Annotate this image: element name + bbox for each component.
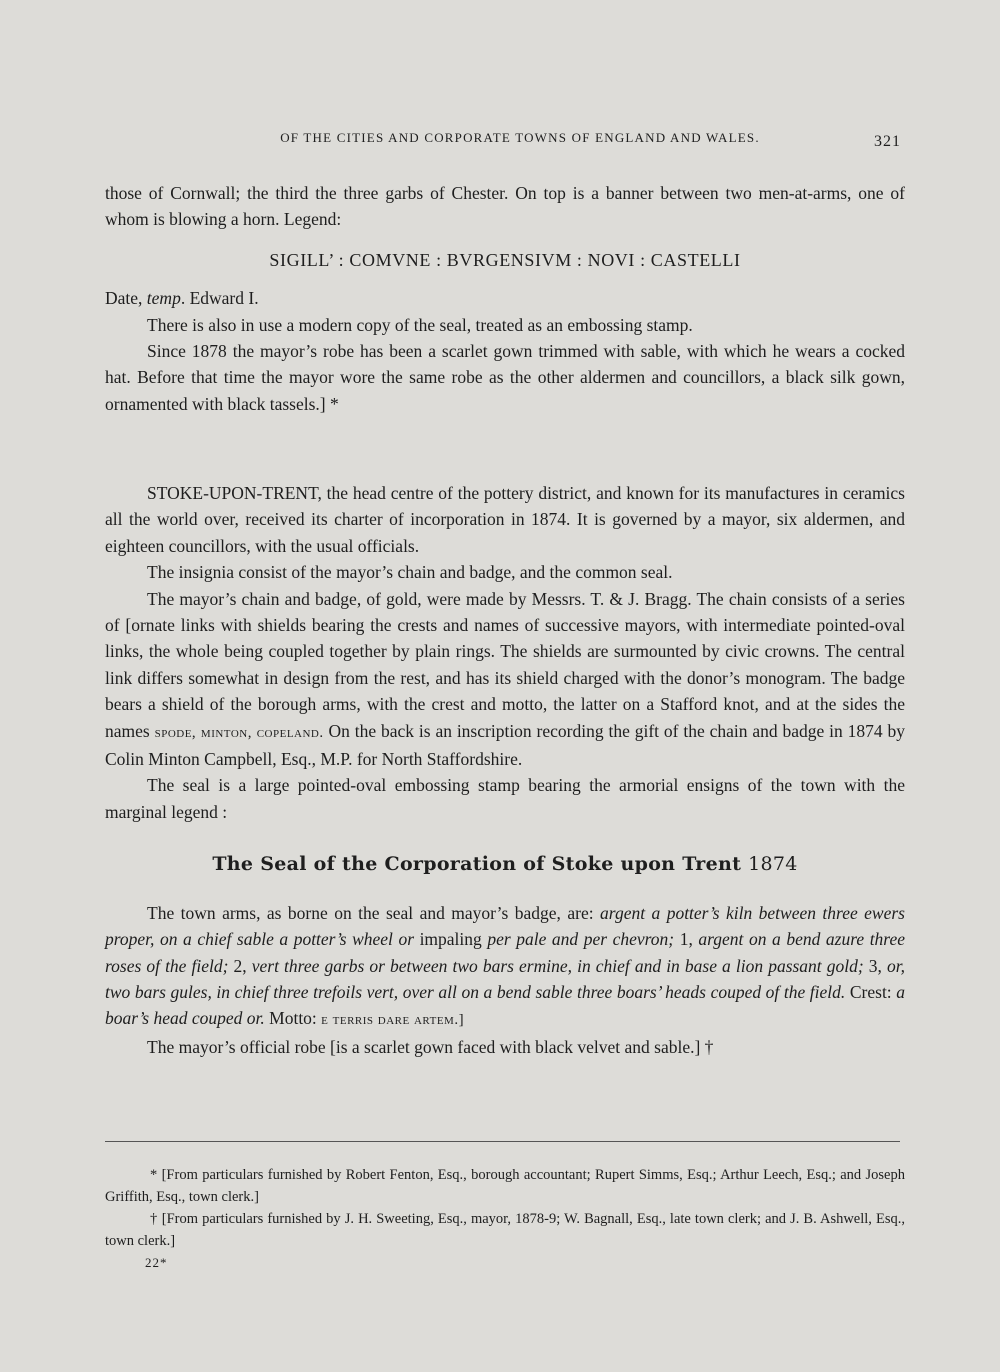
stoke-arms-paragraph: The town arms, as borne on the seal and mayor’s badge, are: argent a potter’s kiln between three ewers proper, on a chief sable a potter’s wheel or impaling per pale and per chevron; 1, argent on a bend azure three roses of the field; 2, vert three garbs or between two bars ermine, in chief and in base a lion passant gold; 3, or, two bars gules, in chief three trefoils vert, over all on a bend sable three boars’ heads couped of the field. Crest: a boar’s head couped or. Motto: e terris dare artem.] xyxy=(105,902,905,1029)
signature-mark: 22* xyxy=(145,1255,168,1270)
stoke-paragraph-4: The seal is a large pointed-oval embossing stamp bearing the armorial ensigns of the town with the marginal legend : xyxy=(105,775,905,822)
stoke-seal-legend: The Seal of the Corporation of Stoke upon Trent 1874 xyxy=(212,853,798,876)
motto: e terris dare artem.] xyxy=(321,1012,465,1029)
stoke-robe-paragraph: The mayor’s official robe [is a scarlet gown faced with black velvet and sable.] † xyxy=(147,1036,714,1057)
footnote-1: * [From particulars furnished by Robert Fenton, Esq., borough accountant; Rupert Simms, Esq.; Arthur Leech, Esq.; and Joseph Griffith, Esq., town clerk.] xyxy=(105,1167,905,1205)
newcastle-section xyxy=(105,180,905,417)
stoke-section xyxy=(105,480,905,1060)
newcastle-paragraph-2: There is also in use a modern copy of the seal, treated as an embossing stamp. xyxy=(147,314,693,335)
footnotes xyxy=(105,1164,905,1274)
newcastle-date: Date, temp. Edward I. xyxy=(105,288,259,309)
footnote-rule xyxy=(105,1141,900,1142)
stoke-paragraph-2: The insignia consist of the mayor’s chain and badge, and the common seal. xyxy=(147,562,673,583)
running-title: OF THE CITIES AND CORPORATE TOWNS OF ENGLAND AND WALES. xyxy=(280,130,760,145)
potters-names: spode, minton, copeland. xyxy=(154,724,324,741)
footnote-2: † [From particulars furnished by J. H. Sweeting, Esq., mayor, 1878-9; W. Bagnall, Esq., late town clerk; and J. B. Ashwell, Esq., town clerk.] xyxy=(105,1211,905,1249)
newcastle-paragraph-1: those of Cornwall; the third the three garbs of Chester. On top is a banner between two men-at-arms, one of whom is blowing a horn. Legend: xyxy=(105,183,905,230)
page-number: 321 xyxy=(874,133,901,150)
stoke-paragraph-3: The mayor’s chain and badge, of gold, were made by Messrs. T. & J. Bragg. The chain consists of a series of [ornate links with shields bearing the crests and names of successive mayors, with intermediate pointed-oval links, the whole being coupled together by plain rings. The shields are surmounted by civic crowns. The central link differs somewhat in design from the rest, and has its shield charged with the donor’s monogram. The badge bears a shield of the borough arms, with the crest and motto, the latter on a Stafford knot, and at the sides the names spode, minton, copeland. On the back is an inscription recording the gift of the chain and badge in 1874 by Colin Minton Campbell, Esq., M.P. for North Staffordshire. xyxy=(105,588,905,770)
newcastle-seal-legend: SIGILL’ : COMVNE : BVRGENSIVM : NOVI : CASTELLI xyxy=(269,249,741,270)
newcastle-paragraph-3: Since 1878 the mayor’s robe has been a scarlet gown trimmed with sable, with which he wears a cocked hat. Before that time the mayor wore the same robe as the other aldermen and councillors, a black silk gown, ornamented with black tassels.] * xyxy=(105,341,905,414)
stoke-paragraph-1: STOKE-UPON-TRENT, the head centre of the pottery district, and known for its manufactures in ceramics all the world over, received its charter of incorporation in 1874. It is governed by a mayor, six aldermen, and eighteen councillors, with the usual officials. xyxy=(105,483,905,556)
